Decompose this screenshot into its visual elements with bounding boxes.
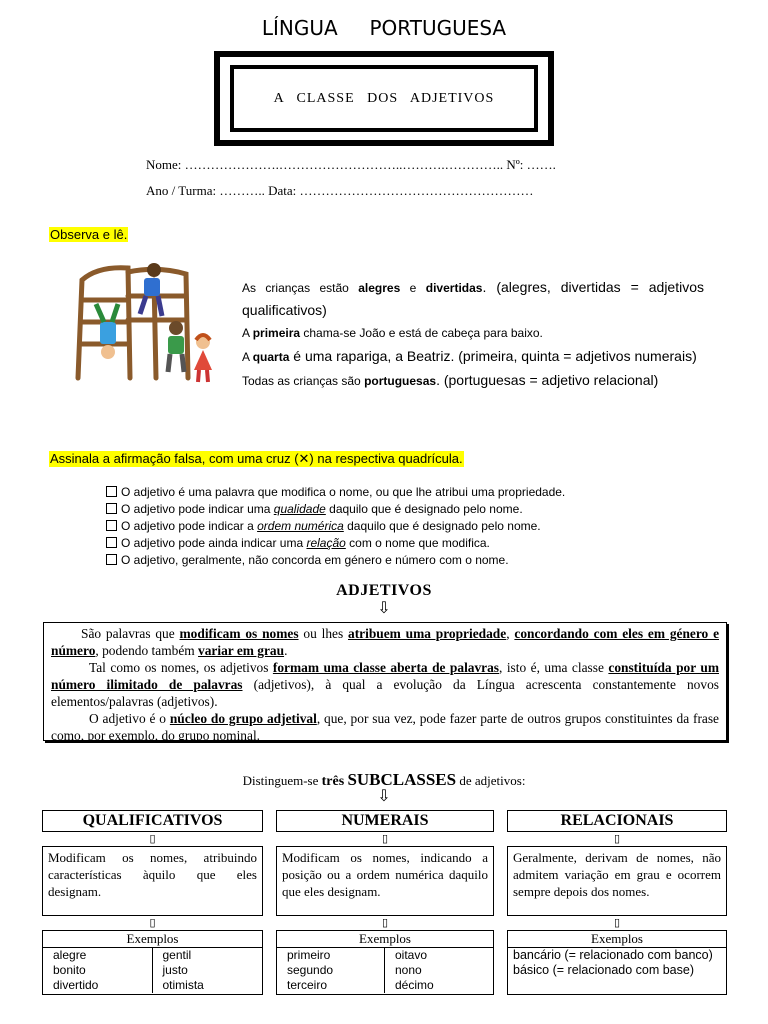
fact-line: Todas as crianças são portuguesas. (portuguesas = adjetivo relacional) [242, 372, 659, 388]
option-5[interactable]: O adjetivo, geralmente, não concorda em género e número com o nome. [106, 552, 565, 569]
checkbox[interactable] [106, 537, 117, 548]
exercise-heading: Assinala a afirmação falsa, com uma cruz (✕) na respectiva quadrícula. [50, 451, 463, 466]
adjetivos-heading: ADJETIVOS [336, 582, 432, 599]
definition-box [43, 622, 727, 741]
examples-label: Exemplos [43, 931, 262, 948]
column-description: Modificam os nomes, indicando a posição ou a ordem numérica daquilo que eles designam. [276, 846, 494, 916]
example-item: básico (= relacionado com base) [513, 963, 694, 977]
class-date-line: Ano / Turma: ……….. Data: ……………………………………………… [146, 183, 534, 198]
example-item: bancário (= relacionado com banco) [513, 948, 713, 962]
fact-line: As crianças estão alegres e divertidas. (alegres, divertidas = adjetivos qualificativos) [242, 279, 705, 318]
fact-line: A primeira chama-se João e está de cabeça para baixo. [242, 326, 543, 340]
definition-paragraph: São palavras que modificam os nomes ou lhes atribuem uma propriedade, concordando com eles em género e número, podendo também variar em grau. [51, 626, 720, 658]
option-1[interactable]: O adjetivo é uma palavra que modifica o nome, ou que lhe atribui uma propriedade. [106, 484, 565, 501]
checkbox[interactable] [106, 520, 117, 531]
checkbox[interactable] [106, 486, 117, 497]
option-2[interactable]: O adjetivo pode indicar uma qualidade daquilo que é designado pelo nome. [106, 501, 565, 518]
children-climbing-frame-illustration [58, 260, 226, 388]
marker-icon: ▯ [613, 917, 621, 929]
column-heading: RELACIONAIS [507, 810, 727, 832]
column-description: Geralmente, derivam de nomes, não admitem variação em grau e ocorrem sempre depois dos nomes. [507, 846, 727, 916]
checkbox[interactable] [106, 554, 117, 565]
checkbox[interactable] [106, 503, 117, 514]
examples-label: Exemplos [277, 931, 493, 948]
marker-icon: ▯ [149, 833, 156, 845]
name-line: Nome: ………………….………………………..……….………….. Nº: ……. [146, 157, 556, 172]
option-4[interactable]: O adjetivo pode ainda indicar uma relação com o nome que modifica. [106, 535, 565, 552]
examples-box [507, 930, 727, 995]
column-heading: NUMERAIS [276, 810, 494, 832]
column-numerais [276, 810, 494, 995]
marker-icon: ▯ [613, 833, 621, 845]
marker-icon: ▯ [381, 833, 389, 845]
column-relacionais [507, 810, 727, 995]
examples-box: Exemplos primeiro segundo terceiro oitavo nono décimo [276, 930, 494, 995]
examples-label: Exemplos [508, 931, 726, 948]
fact-line: A quarta é uma rapariga, a Beatriz. (primeira, quinta = adjetivos numerais) [242, 348, 697, 364]
column-heading: QUALIFICATIVOS [42, 810, 263, 832]
page-title: LÍNGUA PORTUGUESA [261, 16, 507, 40]
observation-facts [242, 276, 704, 393]
definition-paragraph: Tal como os nomes, os adjetivos formam uma classe aberta de palavras, isto é, uma classe constituída por um número ilimitado de palavras (adjetivos), à qual a evolução da Língua acrescenta constantemente novos elementos/palavras (adjetivos). [51, 660, 719, 709]
marker-icon: ▯ [381, 917, 389, 929]
examples-box: Exemplos alegre bonito divertido gentil justo otimista [42, 930, 263, 995]
option-3[interactable]: O adjetivo pode indicar a ordem numérica daquilo que é designado pelo nome. [106, 518, 565, 535]
column-qualificativos [42, 810, 263, 995]
observe-heading: Observa e lê. [50, 227, 128, 242]
down-arrow-icon: ⇩ [377, 600, 391, 617]
marker-icon: ▯ [149, 917, 156, 929]
down-arrow-icon: ⇩ [377, 788, 391, 805]
definition-paragraph: O adjetivo é o núcleo do grupo adjetival, que, por sua vez, pode fazer parte de outros grupos constituintes da frase como, por exemplo, do grupo nominal. [51, 711, 720, 743]
subclasses-intro: Distinguem-se três SUBCLASSES de adjetivos: [242, 770, 526, 789]
column-description: Modificam os nomes, atribuindo características àquilo que eles designam. [42, 846, 263, 916]
true-false-options [106, 484, 565, 569]
framed-title: A CLASSE DOS ADJETIVOS [230, 65, 538, 132]
